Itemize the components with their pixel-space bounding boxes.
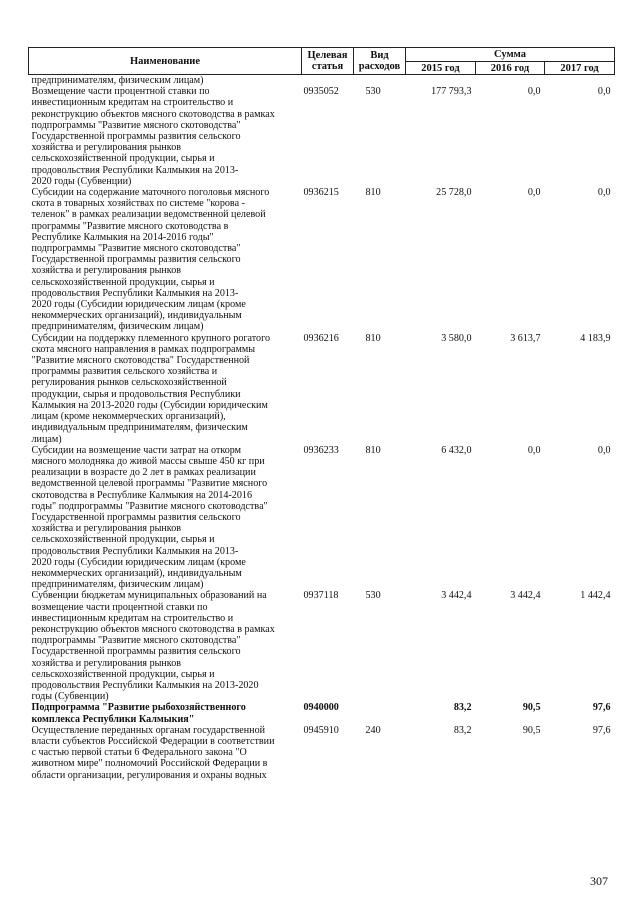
row-name-line: комплекса Республики Калмыкия" xyxy=(31,713,195,725)
row-name-line: подпрограммы "Развитие мясного скотоводства" xyxy=(31,243,241,255)
row-name-line: возмещение части процентной ставки по xyxy=(31,601,208,613)
row-name-line: скота в товарных хозяйствах по системе "корова - xyxy=(31,198,245,210)
row-name-line: области организации, регулирования и охраны водных xyxy=(31,769,267,781)
row-value-2016: 90,5 xyxy=(522,724,541,736)
row-value-2015: 6 432,0 xyxy=(441,444,472,456)
row-value-2016: 90,5 xyxy=(522,702,541,714)
row-name-line: некоммерческих организаций), индивидуальным xyxy=(31,567,242,579)
row-name-line: сельскохозяйственной продукции, сырья и xyxy=(31,668,215,680)
row-name-line: Субсидии на поддержку племенного крупного рогатого xyxy=(31,332,271,344)
row-name-line: Государственной программы развития сельского xyxy=(31,131,241,143)
row-name-line: реконструкцию объектов мясного скотоводства в рамках xyxy=(31,108,275,120)
row-value-2017 xyxy=(545,75,615,87)
row-target-code: 0935052 xyxy=(303,86,339,98)
row-name-line: предпринимателям, физическим лицам) xyxy=(31,579,204,591)
row-name-line: предпринимателям, физическим лицам) xyxy=(31,75,204,86)
col-header-target-line2: статья xyxy=(311,61,344,72)
row-value-2015: 3 442,4 xyxy=(441,590,472,602)
row-name-line: хозяйства и регулирования рынков xyxy=(31,523,182,535)
row-expense-type xyxy=(354,75,406,87)
row-value-2017: 0,0 xyxy=(597,444,611,456)
col-header-2017: 2017 год xyxy=(545,62,615,75)
row-expense-type xyxy=(354,702,406,724)
row-name-line: лицам (кроме некоммерческих организаций), xyxy=(31,411,226,423)
row-value-2017: 4 183,9 xyxy=(580,332,611,344)
row-name-cell xyxy=(29,86,302,187)
row-name-cell xyxy=(29,445,302,591)
row-name-line: скотоводства в Республике Калмыкия на 2014-2016 xyxy=(31,489,252,501)
col-header-2016: 2016 год xyxy=(476,62,545,75)
row-name-line: власти субъектов Российской Федерации в соответствии xyxy=(31,735,275,747)
row-value-2015: 83,2 xyxy=(453,724,472,736)
col-header-target xyxy=(302,48,354,75)
row-expense-type: 530 xyxy=(365,590,381,602)
row-name-line: 2020 годы (Субсидии юридическим лицам (кроме xyxy=(31,556,246,568)
row-value-2017: 97,6 xyxy=(592,724,611,736)
row-value-2015: 25 728,0 xyxy=(436,187,472,199)
row-name-line: 2020 годы (Субсидии юридическим лицам (кроме xyxy=(31,299,246,311)
row-target-code: 0936216 xyxy=(303,332,339,344)
row-value-2016: 0,0 xyxy=(527,187,541,199)
row-value-2017: 97,6 xyxy=(592,702,611,714)
row-value-2016: 3 442,4 xyxy=(510,590,541,602)
row-name-cell xyxy=(29,187,302,333)
row-name-cell xyxy=(29,702,302,724)
table-row xyxy=(29,86,615,187)
row-name-line: Субсидии на содержание маточного поголовья мясного xyxy=(31,187,270,199)
row-name-line: хозяйства и регулирования рынков xyxy=(31,657,182,669)
row-expense-type: 240 xyxy=(365,724,381,736)
row-target-code: 0936233 xyxy=(303,444,339,456)
row-name-line: годы (Субвенции) xyxy=(31,691,109,703)
row-name-line: сельскохозяйственной продукции, сырья и xyxy=(31,153,215,165)
col-header-type xyxy=(354,48,406,75)
row-value-2016: 3 613,7 xyxy=(510,332,541,344)
row-name-line: регулирования рынков сельскохозяйственной xyxy=(31,377,227,389)
row-name-line: подпрограммы "Развитие мясного скотоводства" xyxy=(31,119,241,131)
row-name-line: Государственной программы развития сельского xyxy=(31,511,241,523)
row-name-line: Государственной программы развития сельского xyxy=(31,254,241,266)
row-name-line: реконструкцию объектов мясного скотоводства в рамках xyxy=(31,623,275,635)
table-body xyxy=(29,75,615,781)
row-name-line: продовольствия Республики Калмыкия на 2013- xyxy=(31,164,239,176)
col-header-type-line2: расходов xyxy=(358,61,401,72)
row-name-cell xyxy=(29,75,302,87)
col-header-sum: Сумма xyxy=(406,48,615,62)
row-name-line: Государственной программы развития сельского xyxy=(31,646,241,658)
row-name-cell xyxy=(29,590,302,702)
row-name-line: хозяйства и регулирования рынков xyxy=(31,142,182,154)
row-name-line: сельскохозяйственной продукции, сырья и xyxy=(31,276,215,288)
row-name-line: Республике Калмыкия на 2014-2016 годы" xyxy=(31,231,214,243)
row-name-line: Субвенции бюджетам муниципальных образований на xyxy=(31,590,267,602)
row-name-line: Калмыкия на 2013-2020 годы (Субсидии юридическим xyxy=(31,399,268,411)
row-name-line: программы развития сельского хозяйства и xyxy=(31,366,218,378)
row-value-2016 xyxy=(476,75,545,87)
row-name-line: Осуществление переданных органам государственной xyxy=(31,724,266,736)
row-expense-type: 530 xyxy=(365,86,381,98)
row-value-2017: 0,0 xyxy=(597,86,611,98)
row-name-line: инвестиционным кредитам на строительство и xyxy=(31,97,234,109)
row-name-line: скота мясного направления в рамках подпрограммы xyxy=(31,343,256,355)
row-name-cell xyxy=(29,725,302,781)
table-row xyxy=(29,445,615,591)
row-target-code xyxy=(302,75,354,87)
row-name-line: реализации в возрасте до 2 лет в рамках реализации xyxy=(31,467,256,479)
row-name-line: продовольствия Республики Калмыкия на 2013- xyxy=(31,545,239,557)
table-header-row xyxy=(29,48,615,62)
table-row xyxy=(29,187,615,333)
row-name-line: продовольствия Республики Калмыкия на 2013-2020 xyxy=(31,679,259,691)
col-header-2015: 2015 год xyxy=(406,62,476,75)
page-number: 307 xyxy=(590,874,608,888)
row-name-line: ведомственной целевой программы "Развитие мясного xyxy=(31,478,268,490)
row-target-code: 0945910 xyxy=(303,724,339,736)
table-row xyxy=(29,590,615,702)
row-name-cell xyxy=(29,333,302,445)
table-row xyxy=(29,725,615,781)
row-value-2015 xyxy=(406,75,476,87)
row-name-line: мясного молодняка до живой массы свыше 450 кг при xyxy=(31,455,265,467)
row-value-2016: 0,0 xyxy=(527,86,541,98)
row-value-2016: 0,0 xyxy=(527,444,541,456)
row-name-line: Возмещение части процентной ставки по xyxy=(31,86,210,98)
row-name-line: животном мире" полномочий Российской Федерации в xyxy=(31,758,268,770)
row-target-code: 0936215 xyxy=(303,187,339,199)
col-header-target-line1: Целевая xyxy=(307,50,348,61)
row-name-line: программы "Развитие мясного скотоводства в xyxy=(31,220,229,232)
budget-table xyxy=(28,47,615,781)
table-row xyxy=(29,333,615,445)
row-name-line: некоммерческих организаций), индивидуальным xyxy=(31,310,242,322)
row-value-2017: 1 442,4 xyxy=(580,590,611,602)
row-name-line: Подпрограмма "Развитие рыбохозяйственного xyxy=(31,702,246,714)
row-name-line: с частью первой статьи 6 Федерального закона "О xyxy=(31,747,247,759)
row-target-code: 0937118 xyxy=(303,590,339,602)
col-header-name: Наименование xyxy=(29,48,302,75)
row-name-line: годы" подпрограммы "Развитие мясного скотоводства" xyxy=(31,500,268,512)
row-name-line: Субсидии на возмещение части затрат на откорм xyxy=(31,444,242,456)
row-name-line: сельскохозяйственной продукции, сырья и xyxy=(31,534,215,546)
row-value-2015: 3 580,0 xyxy=(441,332,472,344)
row-name-line: индивидуальным предпринимателям, физическим xyxy=(31,422,248,434)
table-row xyxy=(29,75,615,87)
row-name-line: инвестиционным кредитам на строительство и xyxy=(31,612,234,624)
row-name-line: подпрограммы "Развитие мясного скотоводства" xyxy=(31,635,241,647)
row-value-2015: 177 793,3 xyxy=(431,86,472,98)
row-name-line: лицам) xyxy=(31,433,62,445)
row-name-line: предпринимателям, физическим лицам) xyxy=(31,321,204,333)
table-row xyxy=(29,702,615,724)
row-name-line: продукции, сырья и продовольствия Республики xyxy=(31,388,241,400)
row-value-2015: 83,2 xyxy=(453,702,472,714)
row-expense-type: 810 xyxy=(365,444,381,456)
row-expense-type: 810 xyxy=(365,332,381,344)
row-name-line: продовольствия Республики Калмыкия на 2013- xyxy=(31,287,239,299)
row-name-line: хозяйства и регулирования рынков xyxy=(31,265,182,277)
row-expense-type: 810 xyxy=(365,187,381,199)
row-name-line: теленок" в рамках реализации ведомственной целевой xyxy=(31,209,266,221)
row-name-line: 2020 годы (Субвенции) xyxy=(31,175,132,187)
row-target-code: 0940000 xyxy=(303,702,339,714)
row-value-2017: 0,0 xyxy=(597,187,611,199)
col-header-type-line1: Вид xyxy=(370,50,389,61)
row-name-line: "Развитие мясного скотоводства" Государственной xyxy=(31,355,250,367)
